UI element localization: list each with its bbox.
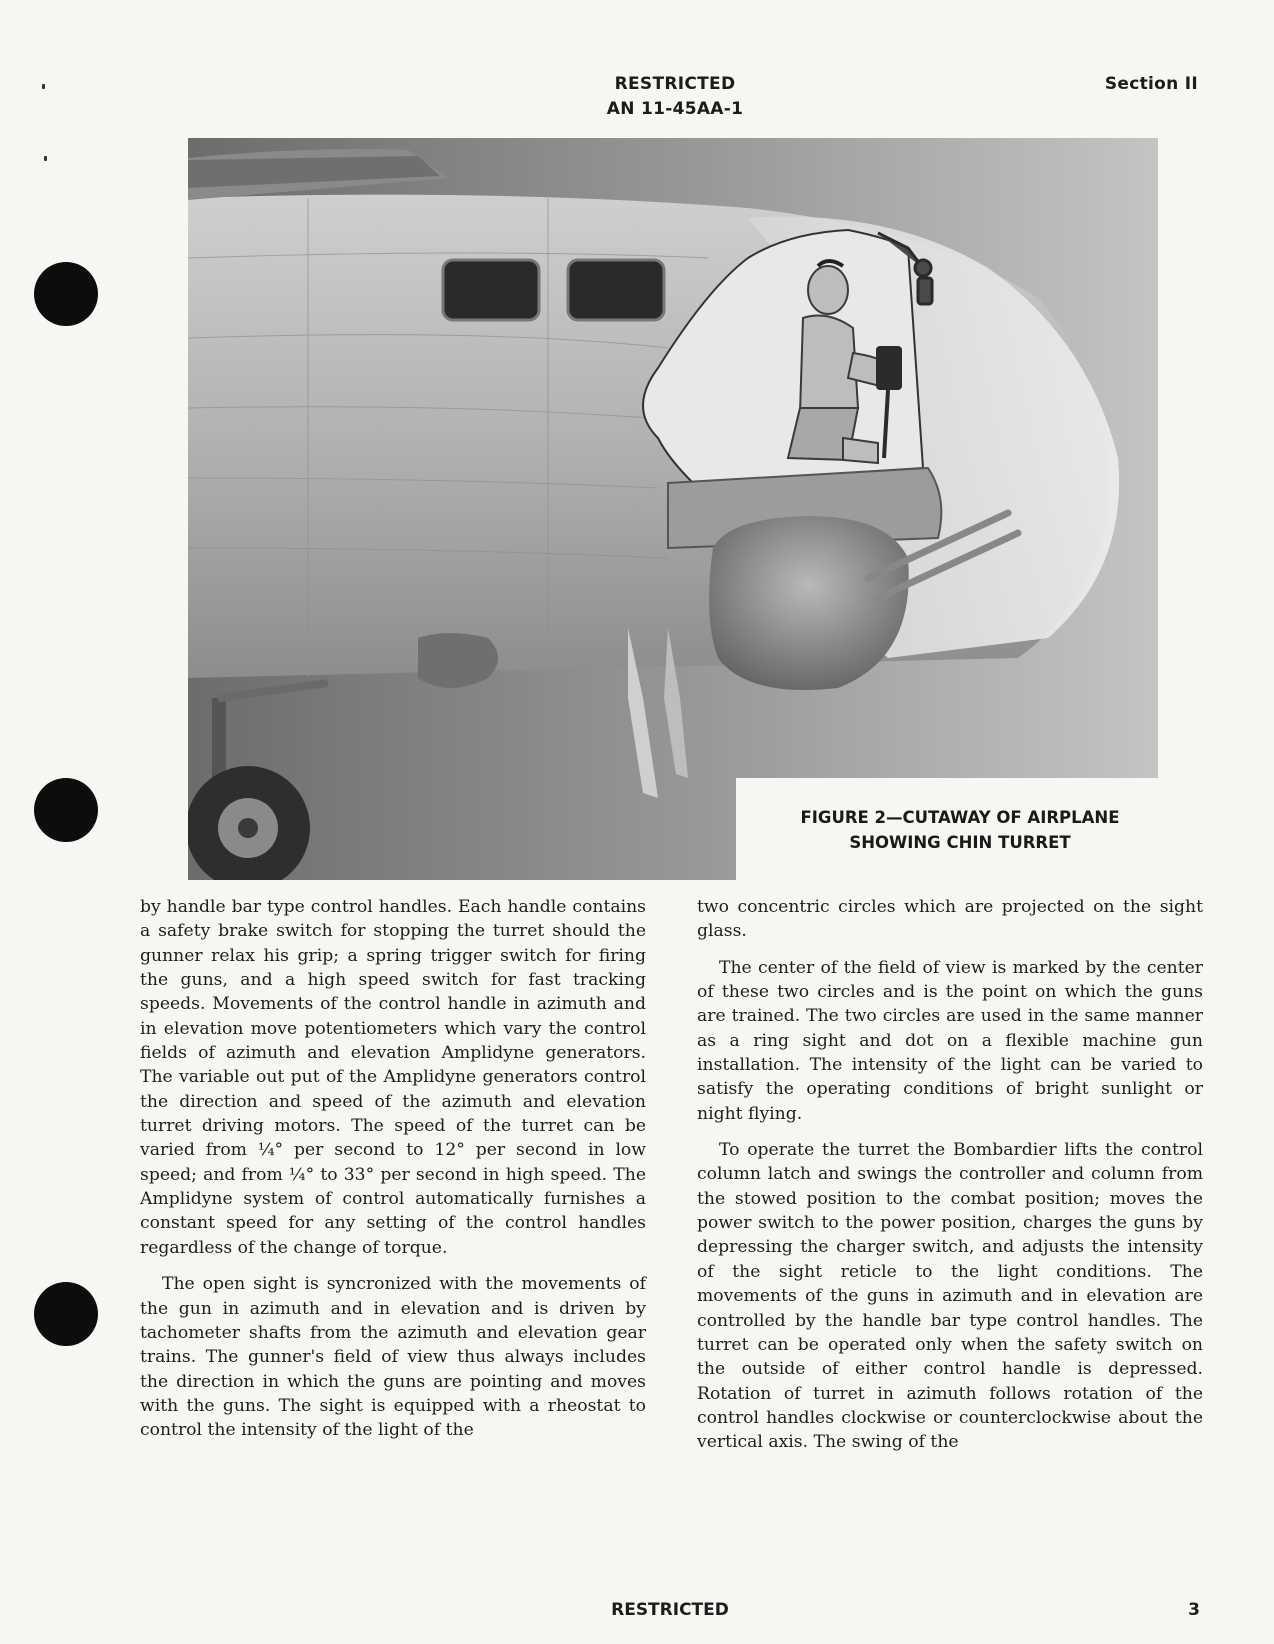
paragraph: two concentric circles which are projected on the sight glass. [697,897,1203,942]
header-document-number: AN 11-45AA-1 [606,99,744,119]
punch-hole-middle [34,778,98,842]
header-classification: RESTRICTED [614,74,736,94]
margin-mark [42,84,45,89]
figure-caption [770,805,1150,855]
figure-illustration [188,138,1158,880]
paragraph: To operate the turret the Bombardier lifts the control column latch and swings the controller and column from the stowed position to the combat position; moves the power switch to the power position, charges the guns by depressing the charger switch, and adjusts the intensity of the sight reticle to the light conditions. The movements of the guns in azimuth and in elevation are controlled by the handle bar type control handles. The turret can be operated only when the safety switch on the outside of either control handle is depressed. Rotation of turret in azimuth follows rotation of the control handles clockwise or counterclockwise about the vertical axis. The swing of the [697,1140,1203,1453]
footer-classification: RESTRICTED [611,1600,729,1620]
punch-hole-top [34,262,98,326]
header-section: Section II [1104,74,1198,94]
paragraph: The open sight is syncronized with the movements of the gun in azimuth and in elevation and is driven by tachometer shafts from the azimuth and elevation gear trains. The gunner's field of view thus always includes the direction in which the guns are pointing and moves with the guns. The sight is equipped with a rheostat to control the intensity of the light of the [140,1274,646,1441]
text-column-right [697,895,1203,1467]
punch-hole-bottom [34,1282,98,1346]
caption-line-2: SHOWING CHIN TURRET [849,833,1071,852]
margin-mark [44,156,47,161]
paragraph: by handle bar type control handles. Each handle contains a safety brake switch for stopping the turret should the gunner relax his grip; a spring trigger switch for firing the guns, and a high speed switch for fast tracking speeds. Movements of the control handle in azimuth and in elevation move potentiometers which vary the control fields of azimuth and elevation Amplidyne generators. The variable out put of the Amplidyne generators control the direction and speed of the azimuth and elevation turret driving motors. The speed of the turret can be varied from ¼° per second to 12° per second in low speed; and from ¼° to 33° per second in high speed. The Amplidyne system of control automatically furnishes a constant speed for any setting of the control handles regardless of the change of torque. [140,897,646,1258]
text-column-left [140,895,646,1455]
page-number: 3 [1188,1600,1200,1620]
page-header [500,72,850,122]
aircraft-cutaway-image [188,138,1158,880]
caption-line-1: FIGURE 2—CUTAWAY OF AIRPLANE [800,808,1120,827]
paragraph: The center of the field of view is marked by the center of these two circles and is the point on which the guns are trained. The two circles are used in the same manner as a ring sight and dot on a flexible machine gun installation. The intensity of the light can be varied to satisfy the operating conditions of bright sunlight or night flying. [697,957,1203,1124]
